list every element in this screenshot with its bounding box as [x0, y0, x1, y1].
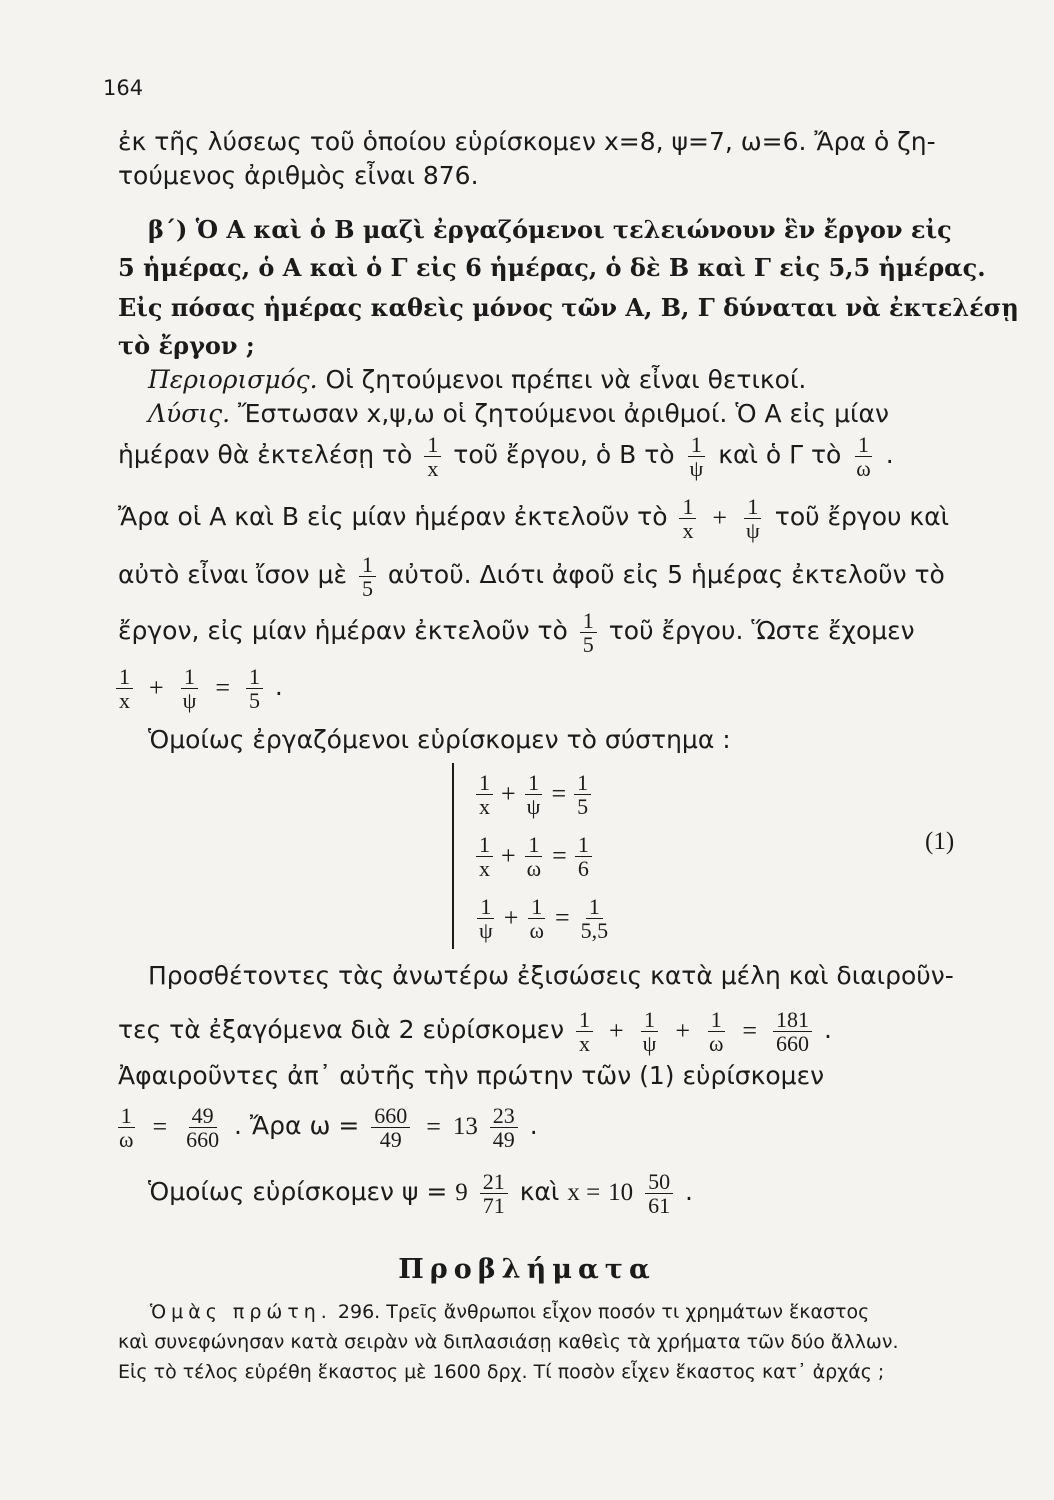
text-span: Ὁμοίως εὑρίσκομεν ψ = [148, 1177, 448, 1206]
fraction: $\frac{1}{\psi}$ [182, 663, 197, 713]
problem-statement-line: τὸ ἔργον ; [118, 331, 255, 360]
text-span: αὐτοῦ. Διότι ἀφοῦ εἰς 5 ἡμέρας ἐκτελοῦν τὸ [387, 560, 945, 589]
text-span: τοῦ ἔργου καὶ [774, 502, 950, 531]
equation-system [452, 763, 615, 949]
text-span: Ἄρα ω = [249, 1111, 360, 1140]
text-span: Ἄρα οἱ Α καὶ Β εἰς μίαν ἡμέραν ἐκτελοῦν τὸ [118, 502, 668, 531]
equation-line: Ὁμοίως εὑρίσκομεν ψ = 9 $\frac{21}{71}$ καὶ x = 10 $\frac{50}{61}$ . [148, 1168, 693, 1218]
fraction: $\frac{1}{5}$ [246, 665, 263, 712]
fraction: $\frac{1}{x}$ [679, 495, 696, 542]
system-label: (1) [925, 828, 955, 855]
fraction: $\frac{1}{x}$ [116, 665, 133, 712]
text-span: τες τὰ ἐξαγόμενα διὰ 2 εὑρίσκομεν [118, 1015, 565, 1044]
fraction: $\frac{1}{5}$ [580, 609, 597, 656]
constraint-label: Περιορισμός. [148, 365, 318, 394]
solution-text: Ἔστωσαν x,ψ,ω οἱ ζητούμενοι ἀριθμοί. Ὁ Α εἰς μίαν [238, 399, 889, 428]
solution-label: Λύσις. [148, 399, 231, 428]
section-heading: Προβλήματα [398, 1254, 656, 1285]
text-span: . [274, 672, 283, 701]
plus-sign: + [712, 503, 728, 532]
text-span: αὐτὸ εἶναι ἴσον μὲ [118, 560, 347, 589]
plus-sign: + [148, 673, 164, 702]
text-span: . [885, 440, 894, 469]
equation [112, 664, 283, 712]
problem-line [150, 1298, 869, 1326]
fraction: $\frac{1}{\psi}$ [689, 431, 704, 481]
equation-line: τες τὰ ἐξαγόμενα διὰ 2 εὑρίσκομεν $\frac{1}{x}$ + $\frac{1}{\psi}$ + $\frac{1}{\omega}$ = $\frac{181}{660}$ . [118, 1006, 832, 1056]
page-number: 164 [103, 76, 144, 100]
fraction: $\frac{1}{5}$ [359, 553, 376, 600]
equation-line [118, 432, 894, 480]
fraction: $\frac{1}{\psi}$ [746, 493, 760, 543]
equation-line [118, 552, 945, 600]
system-equation: $\frac{1}{x}$ + $\frac{1}{\omega}$ = $\frac{1}{6}$ [472, 825, 615, 887]
problem-statement-line: 5 ἡμέρας, ὁ Α καὶ ὁ Γ εἰς 6 ἡμέρας, ὁ δὲ Β καὶ Γ εἰς 5,5 ἡμέρας. [118, 253, 986, 282]
problem-line: καὶ συνεφώνησαν κατὰ σειρὰν νὰ διπλασιάσῃ καθεὶς τὰ χρήματα τῶν δύο ἄλλων. [118, 1331, 899, 1353]
equation-line [118, 608, 915, 656]
problem-statement-line: Εἰς πόσας ἡμέρας καθεὶς μόνος τῶν Α, Β, Γ δύναται νὰ ἐκτελέσῃ [118, 293, 1019, 322]
fraction: $\frac{1}{x}$ [424, 433, 441, 480]
text-span: καὶ ὁ Γ τὸ [718, 440, 842, 469]
text-span: τοῦ ἔργου, ὁ Β τὸ [453, 440, 675, 469]
group-label: Ὁμὰς πρώτη. [150, 1301, 332, 1323]
problem-line: Εἰς τὸ τέλος εὑρέθη ἕκαστος μὲ 1600 δρχ. Τί ποσὸν εἶχεν ἕκαστος κατ᾽ ἀρχάς ; [118, 1361, 885, 1383]
problem-statement-line: β΄) Ὁ Α καὶ ὁ Β μαζὶ ἐργαζόμενοι τελειώνουν ἓν ἔργον εἰς [148, 215, 952, 244]
text-span: ἡμέραν θὰ ἐκτελέσῃ τὸ [118, 440, 413, 469]
text-span: τοῦ ἔργου. Ὥστε ἔχομεν [608, 616, 915, 645]
text-span: 296. Τρεῖς ἄνθρωποι εἶχον ποσόν τι χρημάτων ἕκαστος [337, 1301, 870, 1323]
paragraph-line: ἐκ τῆς λύσεως τοῦ ὁποίου εὑρίσκομεν x=8, ψ=7, ω=6. Ἄρα ὁ ζη- [118, 127, 936, 156]
constraint-line [148, 364, 806, 396]
equation-line: $\frac{1}{\omega}$ = $\frac{49}{660}$ . Ἄρα ω = $\frac{660}{49}$ = 13 $\frac{23}{49}$ . [119, 1102, 538, 1152]
paragraph-line: Προσθέτοντες τὰς ἀνωτέρω ἐξισώσεις κατὰ μέλη καὶ διαιροῦν- [148, 961, 954, 990]
system-equation: $\frac{1}{x}$ + $\frac{1}{\psi}$ = $\frac{1}{5}$ [472, 763, 615, 825]
solution-line [148, 398, 889, 430]
fraction: $\frac{1}{\omega}$ [856, 431, 871, 481]
constraint-text: Οἱ ζητούμενοι πρέπει νὰ εἶναι θετικοί. [325, 365, 807, 394]
system-equation: $\frac{1}{\psi}$ + $\frac{1}{\omega}$ = $\frac{1}{5,5}$ [479, 893, 609, 943]
paragraph-line: τούμενος ἀριθμὸς εἶναι 876. [118, 161, 479, 190]
paragraph-line: Ἀφαιροῦντες ἀπ᾽ αὐτῆς τὴν πρώτην τῶν (1) εὑρίσκομεν [118, 1061, 825, 1090]
text-span: ἔργον, εἰς μίαν ἡμέραν ἐκτελοῦν τὸ [118, 616, 568, 645]
equation-line [118, 494, 949, 542]
paragraph-line: Ὁμοίως ἐργαζόμενοι εὑρίσκομεν τὸ σύστημα : [148, 725, 731, 754]
equals-sign: = [215, 673, 230, 702]
